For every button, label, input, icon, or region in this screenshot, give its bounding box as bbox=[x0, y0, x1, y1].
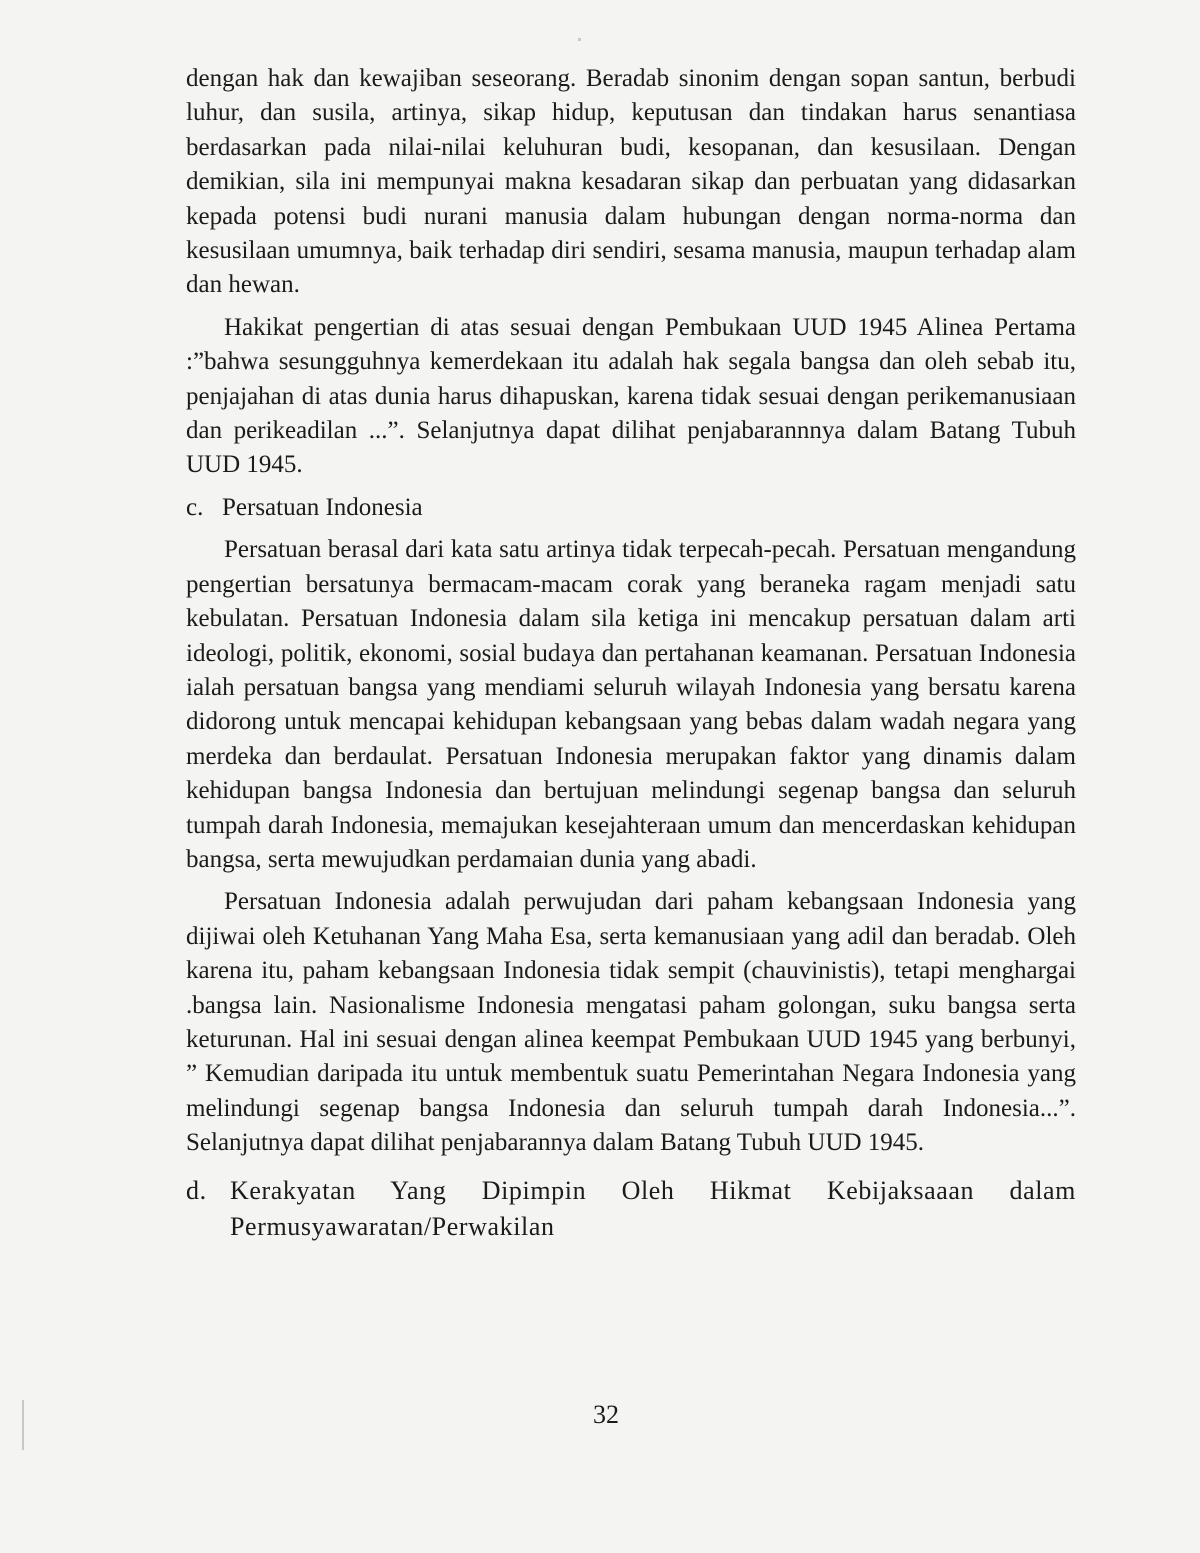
page-number: 32 bbox=[593, 1400, 619, 1429]
heading-c-marker: c. bbox=[186, 493, 204, 521]
paragraph-2: Hakikat pengertian di atas sesuai dengan Pembukaan UUD 1945 Alinea Pertama :”bahwa sesungguhnya kemerdekaan itu adalah hak segala bangsa dan oleh sebab itu, penjajahan di atas dunia harus dihapuskan, karena tidak sesuai dengan perikemanusiaan dan perikeadilan ...”. Selanjutnya dapat dilihat penjabarannnya dalam Batang Tubuh UUD 1945. bbox=[186, 313, 1076, 479]
paragraph-3: Persatuan berasal dari kata satu artinya tidak terpecah-pecah. Persatuan mengandung pengertian bersatunya bermacam-macam corak yang beraneka ragam menjadi satu kebulatan. Persatuan Indonesia dalam sila ketiga ini mencakup persatuan dalam arti ideologi, politik, ekonomi, sosial budaya dan pertahanan keamanan. Persatuan Indonesia ialah persatuan bangsa yang mendiami seluruh wilayah Indonesia yang bersatu karena didorong untuk mencapai kehidupan kebangsaan yang bebas dalam wadah negara yang merdeka dan berdaulat. Persatuan Indonesia merupakan faktor yang dinamis dalam kehidupan bangsa Indonesia dan bertujuan melindungi segenap bangsa dan seluruh tumpah darah Indonesia, memajukan kesejahteraan umum dan mencerdaskan kehidupan bangsa, serta mewujudkan perdamaian dunia yang abadi. bbox=[186, 536, 1076, 873]
heading-d-marker: d. bbox=[186, 1175, 207, 1205]
section-heading-d bbox=[186, 1173, 1076, 1245]
paragraph-1: dengan hak dan kewajiban seseorang. Beradab sinonim dengan sopan santun, berbudi luhur, dan susila, artinya, sikap hidup, keputusan dan tindakan harus senantiasa berdasarkan pada nilai-nilai keluhuran budi, kesopanan, dan kesusilaan. Dengan demikian, sila ini mempunyai makna kesadaran sikap dan perbuatan yang didasarkan kepada potensi budi nurani manusia dalam hubungan dengan norma-norma dan kesusilaan umumnya, baik terhadap diri sendiri, sesama manusia, maupun terhadap alam dan hewan. bbox=[186, 65, 1076, 299]
body-text bbox=[186, 62, 1076, 1245]
heading-c-text: Persatuan Indonesia bbox=[222, 493, 423, 521]
scan-mark-top bbox=[578, 38, 581, 41]
paragraph-4: Persatuan Indonesia adalah perwujudan dari paham kebangsaan Indonesia yang dijiwai oleh Ketuhanan Yang Maha Esa, serta kemanusiaan yang adil dan beradab. Oleh karena itu, paham kebangsaan Indonesia tidak sempit (chauvinistis), tetapi menghargai .bangsa lain. Nasionalisme Indonesia mengatasi paham golongan, suku bangsa serta keturunan. Hal ini sesuai dengan alinea keempat Pembukaan UUD 1945 yang berbunyi, ” Kemudian daripada itu untuk membentuk suatu Pemerintahan Negara Indonesia yang melindungi segenap bangsa Indonesia dan seluruh tumpah darah Indonesia...”. Selanjutnya dapat dilihat penjabarannya dalam Batang Tubuh UUD 1945. bbox=[186, 888, 1076, 1157]
heading-d-text: Kerakyatan Yang Dipimpin Oleh Hikmat Kebijaksaaan dalam Permusyawaratan/Perwakilan bbox=[230, 1175, 1076, 1241]
section-heading-c bbox=[186, 491, 1076, 525]
